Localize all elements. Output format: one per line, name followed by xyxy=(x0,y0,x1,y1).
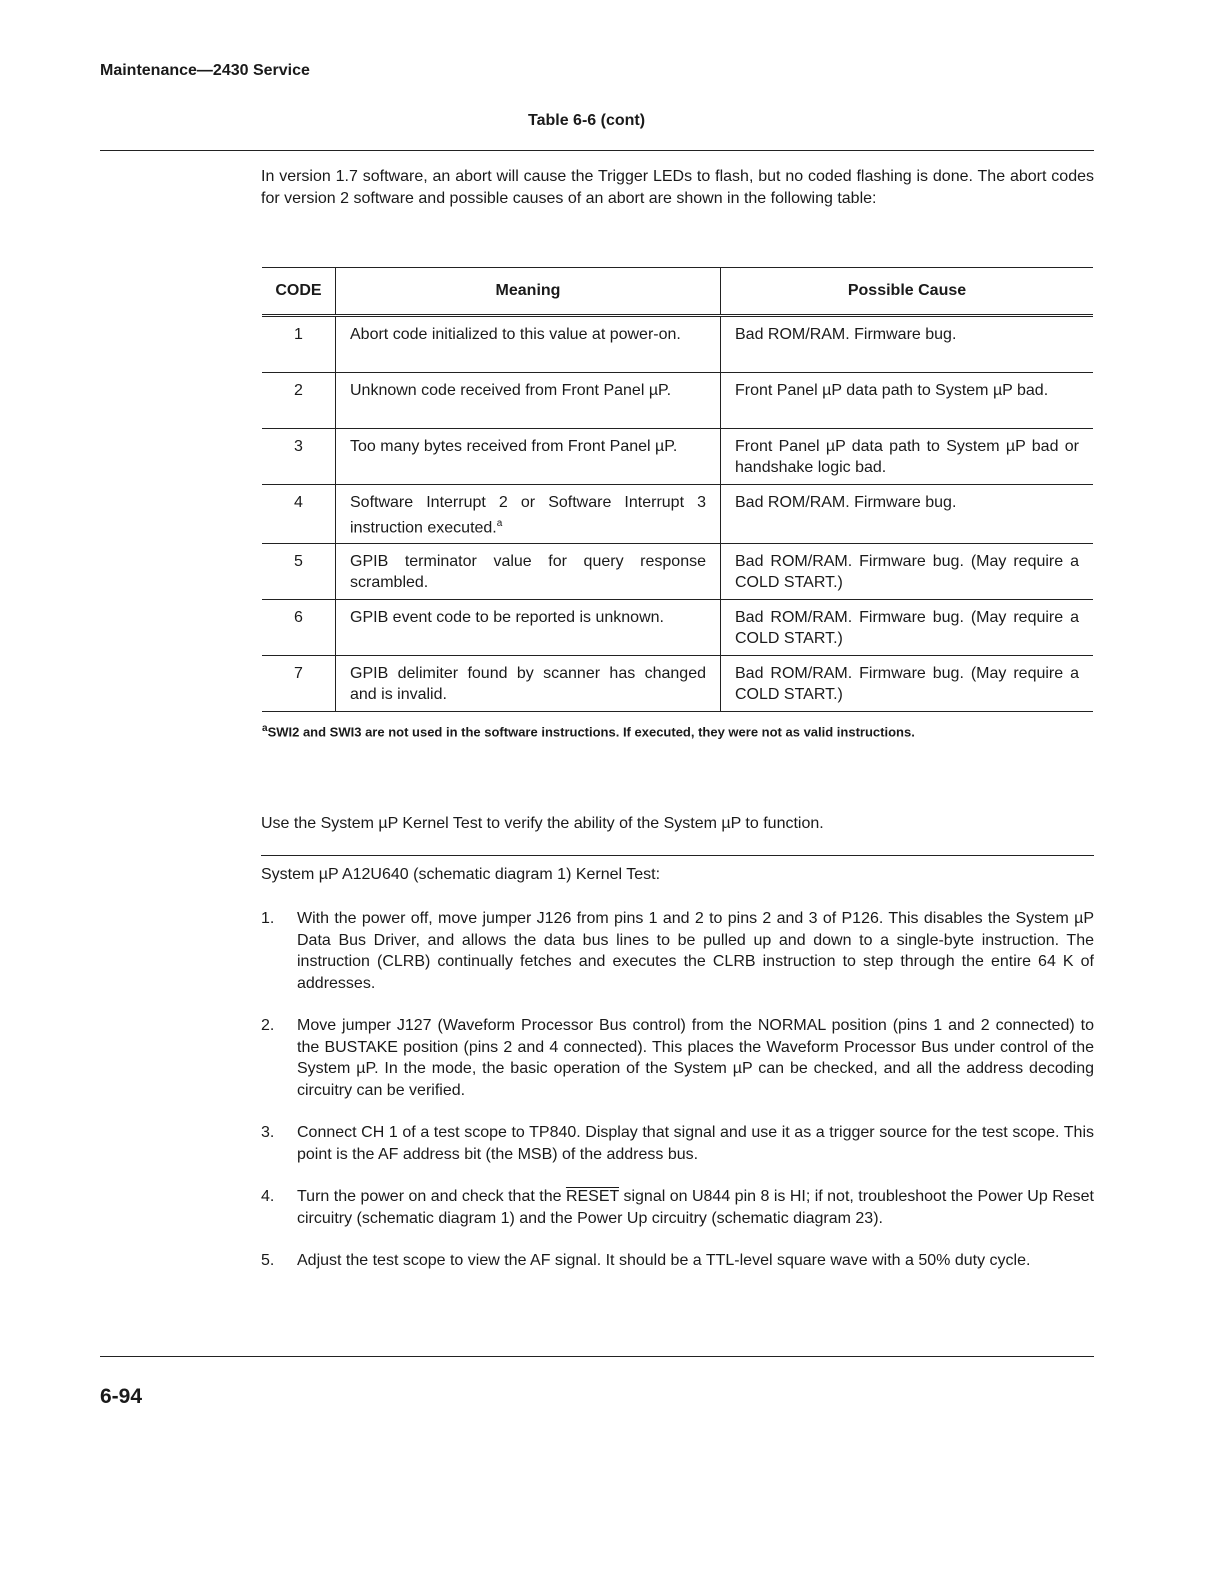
list-item xyxy=(261,1015,1094,1101)
table-row xyxy=(262,429,1093,485)
cause-cell: Bad ROM/RAM. Firmware bug. (May require a COLD START.) xyxy=(721,544,1094,600)
code-cell: 1 xyxy=(262,316,336,373)
intro-paragraph: In version 1.7 software, an abort will cause the Trigger LEDs to flash, but no coded flashing is done. The abort codes for version 2 software and possible causes of an abort are shown in the following table: xyxy=(261,168,1094,207)
meaning-cell: Too many bytes received from Front Panel µP. xyxy=(336,429,721,485)
kernel-test-intro: Use the System µP Kernel Test to verify the ability of the System µP to function. xyxy=(261,815,824,832)
table-row xyxy=(262,656,1093,712)
step-text: Move jumper J127 (Waveform Processor Bus control) from the NORMAL position (pins 1 and 2 connected) to the BUSTAKE position (pins 2 and 4 connected). This places the Waveform Processor Bus under control of the System µP. In the mode, the basic operation of the System µP can be checked, and all the address decoding circuitry can be verified. xyxy=(297,1017,1094,1099)
meaning-cell: GPIB terminator value for query response scrambled. xyxy=(336,544,721,600)
meaning-column-header: Meaning xyxy=(336,268,721,316)
table-header-row xyxy=(262,268,1093,316)
step-number: 5. xyxy=(261,1252,275,1269)
cause-cell: Front Panel µP data path to System µP bad. xyxy=(721,373,1094,429)
table-row xyxy=(262,544,1093,600)
abort-code-table xyxy=(262,267,1093,712)
cause-cell: Bad ROM/RAM. Firmware bug. (May require a COLD START.) xyxy=(721,600,1094,656)
code-column-header: CODE xyxy=(262,268,336,316)
meaning-cell: Abort code initialized to this value at power-on. xyxy=(336,316,721,373)
list-item xyxy=(261,1250,1094,1272)
step-number: 2. xyxy=(261,1017,275,1034)
step-number: 1. xyxy=(261,910,275,927)
step-text: Connect CH 1 of a test scope to TP840. Display that signal and use it as a trigger source for the test scope. This point is the AF address bit (the MSB) of the address bus. xyxy=(297,1124,1094,1163)
cause-cell: Bad ROM/RAM. Firmware bug. xyxy=(735,326,957,343)
code-cell: 4 xyxy=(262,485,336,544)
step-text-before: Turn the power on and check that the xyxy=(297,1188,566,1205)
list-item xyxy=(261,1186,1094,1229)
bottom-rule xyxy=(100,1356,1094,1357)
running-header: Maintenance—2430 Service xyxy=(100,62,310,79)
table-row xyxy=(262,600,1093,656)
step-number: 3. xyxy=(261,1124,275,1141)
table-footnote xyxy=(262,723,915,739)
step-text xyxy=(297,1186,1094,1229)
kernel-test-title: System µP A12U640 (schematic diagram 1) Kernel Test: xyxy=(261,866,661,883)
meaning-cell xyxy=(336,485,721,544)
code-cell: 3 xyxy=(262,429,336,485)
code-cell: 7 xyxy=(262,656,336,712)
step-text: Adjust the test scope to view the AF signal. It should be a TTL-level square wave with a 50% duty cycle. xyxy=(297,1252,1031,1269)
footnote-mark: a xyxy=(262,723,268,734)
page-number: 6-94 xyxy=(100,1385,143,1408)
cause-cell: Bad ROM/RAM. Firmware bug. xyxy=(721,485,1094,544)
meaning-cell: Unknown code received from Front Panel µP. xyxy=(336,373,721,429)
section-rule xyxy=(261,855,1094,856)
cause-cell: Bad ROM/RAM. Firmware bug. (May require a COLD START.) xyxy=(721,656,1094,712)
footnote-marker: a xyxy=(496,518,503,529)
code-cell: 6 xyxy=(262,600,336,656)
code-cell: 2 xyxy=(262,373,336,429)
list-item xyxy=(261,1122,1094,1165)
meaning-cell: GPIB delimiter found by scanner has changed and is invalid. xyxy=(336,656,721,712)
table-title: Table 6-6 (cont) xyxy=(528,112,646,129)
table-row xyxy=(262,485,1093,544)
reset-signal-label: RESET xyxy=(565,1188,620,1205)
step-number: 4. xyxy=(261,1188,275,1205)
table-row xyxy=(262,316,1093,373)
cause-cell: Front Panel µP data path to System µP bad or handshake logic bad. xyxy=(721,429,1094,485)
step-text-after: signal on U844 pin 8 is HI; if not, troubleshoot the Power Up Reset circuitry (schematic diagram 1) and the Power Up circuitry (schematic diagram 23). xyxy=(297,1188,1095,1227)
top-rule xyxy=(100,150,1094,151)
meaning-cell: GPIB event code to be reported is unknown. xyxy=(336,600,721,656)
list-item xyxy=(261,908,1094,994)
footnote-text: SWI2 and SWI3 are not used in the software instructions. If executed, they were not as valid instructions. xyxy=(267,724,915,740)
table-row xyxy=(262,373,1093,429)
meaning-text: Software Interrupt 2 or Software Interrupt 3 instruction executed. xyxy=(350,494,706,537)
code-cell: 5 xyxy=(262,544,336,600)
step-text: With the power off, move jumper J126 from pins 1 and 2 to pins 2 and 3 of P126. This disables the System µP Data Bus Driver, and allows the data bus lines to be pulled up and down to a single-byte instruction. The instruction (CLRB) continually fetches and executes the CLRB instruction to step through the entire 64 K of addresses. xyxy=(297,910,1094,992)
cause-column-header: Possible Cause xyxy=(721,268,1094,316)
kernel-test-steps xyxy=(261,908,1094,1293)
